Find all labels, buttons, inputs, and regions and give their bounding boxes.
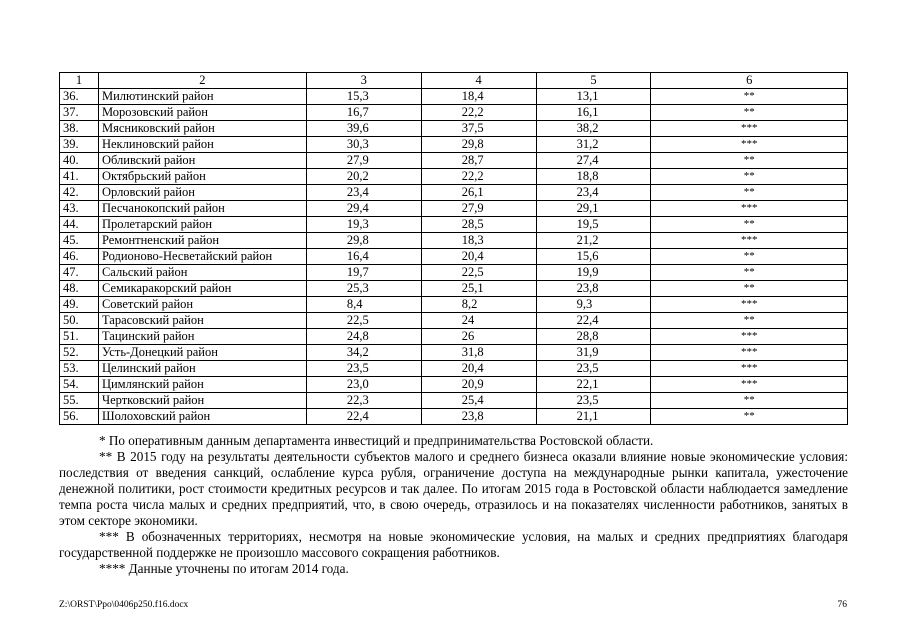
footnotes [59,433,848,577]
row-number: 38. [60,121,99,137]
value-col-4: 20,4 [421,249,536,265]
value-col-3: 19,7 [306,265,421,281]
value-col-5: 13,1 [536,89,651,105]
value-col-5: 16,1 [536,105,651,121]
table-row [60,361,848,377]
row-number: 53. [60,361,99,377]
table-row [60,377,848,393]
marker-cell: *** [651,297,848,313]
value-col-4: 20,9 [421,377,536,393]
table-row [60,153,848,169]
row-number: 52. [60,345,99,361]
value-col-3: 34,2 [306,345,421,361]
district-name: Цимлянский район [98,377,306,393]
value-col-5: 23,4 [536,185,651,201]
footnote-4: **** Данные уточнены по итогам 2014 года. [99,561,349,576]
value-col-5: 9,3 [536,297,651,313]
marker-cell: ** [651,249,848,265]
value-col-4: 18,3 [421,233,536,249]
row-number: 55. [60,393,99,409]
marker-cell: ** [651,89,848,105]
value-col-4: 22,2 [421,169,536,185]
table-row [60,329,848,345]
value-col-3: 23,4 [306,185,421,201]
row-number: 39. [60,137,99,153]
value-col-4: 26,1 [421,185,536,201]
table-row [60,121,848,137]
row-number: 50. [60,313,99,329]
value-col-4: 26 [421,329,536,345]
table-row [60,201,848,217]
value-col-4: 20,4 [421,361,536,377]
value-col-4: 22,5 [421,265,536,281]
row-number: 41. [60,169,99,185]
marker-cell: *** [651,233,848,249]
table-header-row [60,73,848,89]
value-col-3: 19,3 [306,217,421,233]
value-col-4: 37,5 [421,121,536,137]
row-number: 42. [60,185,99,201]
value-col-3: 16,4 [306,249,421,265]
value-col-5: 31,9 [536,345,651,361]
district-name: Ремонтненский район [98,233,306,249]
column-header: 4 [421,73,536,89]
marker-cell: *** [651,137,848,153]
marker-cell: *** [651,361,848,377]
value-col-3: 39,6 [306,121,421,137]
table-row [60,393,848,409]
value-col-3: 23,5 [306,361,421,377]
value-col-4: 22,2 [421,105,536,121]
district-name: Чертковский район [98,393,306,409]
row-number: 36. [60,89,99,105]
district-name: Обливский район [98,153,306,169]
value-col-3: 15,3 [306,89,421,105]
value-col-4: 28,5 [421,217,536,233]
district-name: Тацинский район [98,329,306,345]
value-col-5: 23,8 [536,281,651,297]
table-row [60,89,848,105]
row-number: 54. [60,377,99,393]
district-name: Милютинский район [98,89,306,105]
district-name: Неклиновский район [98,137,306,153]
value-col-3: 23,0 [306,377,421,393]
value-col-4: 24 [421,313,536,329]
table-row [60,281,848,297]
value-col-5: 23,5 [536,393,651,409]
value-col-5: 31,2 [536,137,651,153]
marker-cell: *** [651,329,848,345]
value-col-5: 15,6 [536,249,651,265]
row-number: 51. [60,329,99,345]
value-col-3: 22,3 [306,393,421,409]
table-row [60,233,848,249]
marker-cell: *** [651,201,848,217]
district-name: Пролетарский район [98,217,306,233]
value-col-5: 18,8 [536,169,651,185]
district-name: Семикаракорский район [98,281,306,297]
district-name: Орловский район [98,185,306,201]
marker-cell: ** [651,169,848,185]
value-col-3: 16,7 [306,105,421,121]
marker-cell: ** [651,409,848,425]
marker-cell: *** [651,345,848,361]
districts-table [59,72,848,425]
district-name: Родионово-Несветайский район [98,249,306,265]
table-row [60,137,848,153]
row-number: 40. [60,153,99,169]
value-col-4: 25,4 [421,393,536,409]
marker-cell: ** [651,281,848,297]
value-col-3: 22,5 [306,313,421,329]
file-path: Z:\ORST\Ppo\0406p250.f16.docx [59,600,189,610]
district-name: Целинский район [98,361,306,377]
row-number: 44. [60,217,99,233]
row-number: 49. [60,297,99,313]
row-number: 56. [60,409,99,425]
value-col-3: 8,4 [306,297,421,313]
value-col-5: 23,5 [536,361,651,377]
value-col-4: 25,1 [421,281,536,297]
row-number: 43. [60,201,99,217]
footnote-2: ** В 2015 году на результаты деятельности субъектов малого и среднего бизнеса оказали влияние новые экономические условия: последствия от введения санкций, ослабление курса рубля, ограничение доступа на международные рынки капитала, ужесточение денежной политики, рост стоимости кредитных ресурсов и так далее. По итогам 2015 года в Ростовской области наблюдается замедление темпа роста числа малых и средних предприятий, что, в свою очередь, отразилось и на показателях численности работников, занятых в этом секторе экономики. [59,449,848,528]
marker-cell: ** [651,105,848,121]
district-name: Песчанокопский район [98,201,306,217]
value-col-5: 27,4 [536,153,651,169]
value-col-3: 30,3 [306,137,421,153]
value-col-5: 28,8 [536,329,651,345]
table-body [60,73,848,425]
value-col-4: 8,2 [421,297,536,313]
value-col-3: 24,8 [306,329,421,345]
value-col-5: 38,2 [536,121,651,137]
column-header: 5 [536,73,651,89]
district-name: Сальский район [98,265,306,281]
value-col-4: 23,8 [421,409,536,425]
value-col-3: 29,4 [306,201,421,217]
district-name: Октябрьский район [98,169,306,185]
value-col-5: 21,1 [536,409,651,425]
value-col-3: 27,9 [306,153,421,169]
row-number: 47. [60,265,99,281]
row-number: 45. [60,233,99,249]
row-number: 46. [60,249,99,265]
marker-cell: *** [651,121,848,137]
footnote-3: *** В обозначенных территориях, несмотря на новые экономические условия, на малых и средних предприятиях благодаря государственной поддержке не произошло массового сокращения работников. [59,529,848,560]
table-row [60,185,848,201]
value-col-3: 22,4 [306,409,421,425]
column-header: 1 [60,73,99,89]
value-col-5: 19,9 [536,265,651,281]
marker-cell: ** [651,185,848,201]
table-row [60,409,848,425]
marker-cell: ** [651,217,848,233]
marker-cell: ** [651,313,848,329]
table-row [60,249,848,265]
district-name: Усть-Донецкий район [98,345,306,361]
value-col-5: 22,1 [536,377,651,393]
value-col-4: 18,4 [421,89,536,105]
value-col-5: 19,5 [536,217,651,233]
table-row [60,297,848,313]
marker-cell: ** [651,153,848,169]
row-number: 37. [60,105,99,121]
value-col-4: 27,9 [421,201,536,217]
district-name: Шолоховский район [98,409,306,425]
table-row [60,313,848,329]
table-row [60,169,848,185]
value-col-4: 29,8 [421,137,536,153]
marker-cell: ** [651,393,848,409]
district-name: Мясниковский район [98,121,306,137]
table-row [60,345,848,361]
value-col-4: 28,7 [421,153,536,169]
value-col-4: 31,8 [421,345,536,361]
row-number: 48. [60,281,99,297]
column-header: 2 [98,73,306,89]
value-col-3: 29,8 [306,233,421,249]
district-name: Морозовский район [98,105,306,121]
value-col-5: 22,4 [536,313,651,329]
district-name: Советский район [98,297,306,313]
page-number: 76 [837,600,847,610]
value-col-5: 29,1 [536,201,651,217]
column-header: 3 [306,73,421,89]
column-header: 6 [651,73,848,89]
table-row [60,265,848,281]
marker-cell: ** [651,265,848,281]
value-col-5: 21,2 [536,233,651,249]
table-row [60,105,848,121]
footnote-1: * По оперативным данным департамента инвестиций и предпринимательства Ростовской области. [99,433,654,448]
value-col-3: 25,3 [306,281,421,297]
value-col-3: 20,2 [306,169,421,185]
table-row [60,217,848,233]
district-name: Тарасовский район [98,313,306,329]
marker-cell: *** [651,377,848,393]
